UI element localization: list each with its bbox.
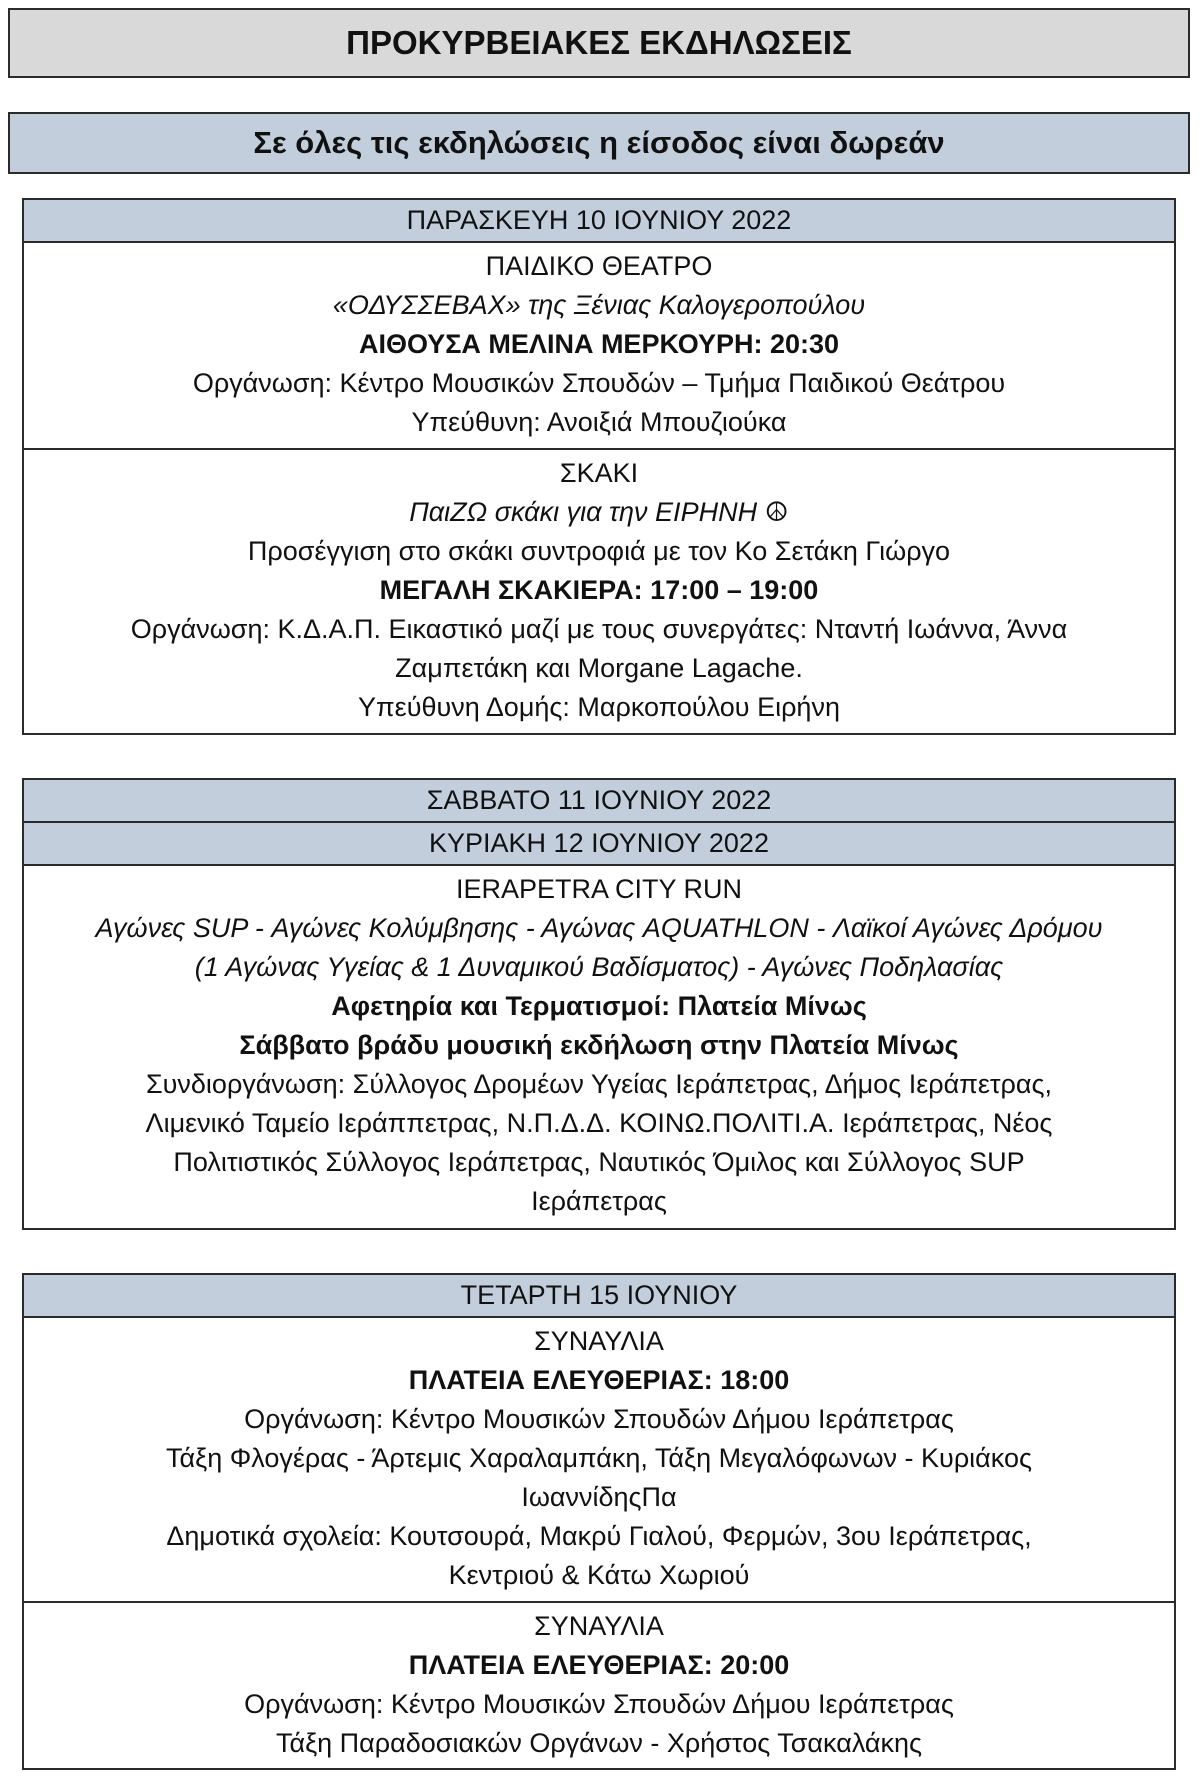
event-detail-line: Πολιτιστικός Σύλλογος Ιεράπετρας, Ναυτικός Όμιλος και Σύλλογος SUP	[173, 1147, 1025, 1177]
event-detail-line: Τάξη Παραδοσιακών Οργάνων - Χρήστος Τσακαλάκης	[275, 1728, 923, 1758]
event-detail-line: Ιεράπετρας	[531, 1186, 667, 1216]
day-header: ΠΑΡΑΣΚΕΥΗ 10 ΙΟΥΝΙΟΥ 2022	[24, 200, 1174, 243]
day-header: ΤΕΤΑΡΤΗ 15 ΙΟΥΝΙΟΥ	[24, 1275, 1174, 1318]
schedule-block	[22, 1273, 1176, 1770]
event-detail-line: Αφετηρία και Τερματισμοί: Πλατεία Μίνως	[331, 991, 867, 1021]
day-header: ΣΑΒΒΑΤΟ 11 ΙΟΥΝΙΟΥ 2022	[24, 780, 1174, 823]
event-detail-line: Λιμενικό Ταμείο Ιεράππετρας, Ν.Π.Δ.Δ. ΚΟΙΝΩ.ΠΟΛΙΤΙ.Α. Ιεράπετρας, Νέος	[145, 1108, 1053, 1138]
event-detail-line: ΠΛΑΤΕΙΑ ΕΛΕΥΘΕΡΙΑΣ: 20:00	[408, 1650, 790, 1680]
event-detail-line: ΑΙΘΟΥΣΑ ΜΕΛΙΝΑ ΜΕΡΚΟΥΡΗ: 20:30	[358, 329, 840, 359]
event-detail-line: ΙωαννίδηςΠα	[521, 1482, 677, 1512]
event-detail-line: Οργάνωση: Κ.Δ.Α.Π. Εικαστικό μαζί με τους συνεργάτες: Νταντή Ιωάννα, Άννα	[130, 614, 1068, 644]
event-detail-line: Προσέγγιση στο σκάκι συντροφιά με τον Κο Σετάκη Γιώργο	[247, 536, 951, 566]
event-detail-line: Σάββατο βράδυ μουσική εκδήλωση στην Πλατεία Μίνως	[239, 1030, 959, 1060]
event-detail-line: ΜΕΓΑΛΗ ΣΚΑΚΙΕΡΑ: 17:00 – 19:00	[379, 575, 819, 605]
event-detail-line: Συνδιοργάνωση: Σύλλογος Δρομέων Υγείας Ιεράπετρας, Δήμος Ιεράπετρας,	[145, 1069, 1053, 1099]
page-title: ΠΡΟΚΥΡΒΕΙΑΚΕΣ ΕΚΔΗΛΩΣΕΙΣ	[8, 8, 1190, 78]
event-detail-line: Αγώνες SUP - Αγώνες Κολύμβησης - Αγώνας AQUATHLON - Λαϊκοί Αγώνες Δρόμου	[95, 913, 1103, 943]
event-detail-line: Υπεύθυνη Δομής: Μαρκοπούλου Ειρήνη	[358, 692, 840, 722]
event-category: ΣΥΝΑΥΛΙΑ	[534, 1326, 664, 1356]
event-detail-line: Δημοτικά σχολεία: Κουτσουρά, Μακρύ Γιαλού, Φερμών, 3ου Ιεράπετρας,	[166, 1521, 1032, 1551]
event-detail-line: ΠαιΖΩ σκάκι για την ΕΙΡΗΝΗ ☮	[409, 497, 789, 527]
event-entry	[24, 866, 1174, 1227]
event-detail-line: «ΟΔΥΣΣΕΒΑΧ» της Ξένιας Καλογεροπούλου	[332, 290, 866, 320]
event-detail-line: Κεντριού & Κάτω Χωριού	[448, 1560, 750, 1590]
event-detail-line: Τάξη Φλογέρας - Άρτεμις Χαραλαμπάκη, Τάξη Μεγαλόφωνων - Κυριάκος	[165, 1443, 1032, 1473]
event-detail-line: Ζαμπετάκη και Morgane Lagache.	[395, 653, 803, 683]
event-detail-line: Οργάνωση: Κέντρο Μουσικών Σπουδών Δήμου Ιεράπετρας	[244, 1404, 954, 1434]
event-detail-line: Οργάνωση: Κέντρο Μουσικών Σπουδών – Τμήμα Παιδικού Θεάτρου	[192, 368, 1006, 398]
event-entry	[24, 1318, 1174, 1603]
event-entry	[24, 450, 1174, 733]
event-category: IERAPETRA CITY RUN	[455, 874, 743, 904]
event-entry	[24, 1603, 1174, 1769]
event-category: ΠΑΙΔΙΚΟ ΘΕΑΤΡΟ	[485, 251, 713, 281]
schedule-block	[22, 778, 1176, 1230]
event-detail-line: Υπεύθυνη: Ανοιξιά Μπουζιούκα	[411, 407, 787, 437]
event-detail-line: Οργάνωση: Κέντρο Μουσικών Σπουδών Δήμου Ιεράπετρας	[244, 1689, 954, 1719]
free-entry-notice: Σε όλες τις εκδηλώσεις η είσοδος είναι δωρεάν	[8, 112, 1190, 174]
event-detail-line: (1 Αγώνας Υγείας & 1 Δυναμικού Βαδίσματος) - Αγώνες Ποδηλασίας	[194, 952, 1004, 982]
event-category: ΣΥΝΑΥΛΙΑ	[534, 1611, 664, 1641]
schedule-block	[22, 198, 1176, 735]
event-category: ΣΚΑΚΙ	[559, 458, 639, 488]
event-detail-line: ΠΛΑΤΕΙΑ ΕΛΕΥΘΕΡΙΑΣ: 18:00	[408, 1365, 790, 1395]
event-entry	[24, 243, 1174, 450]
day-header: ΚΥΡΙΑΚΗ 12 ΙΟΥΝΙΟΥ 2022	[24, 823, 1174, 866]
